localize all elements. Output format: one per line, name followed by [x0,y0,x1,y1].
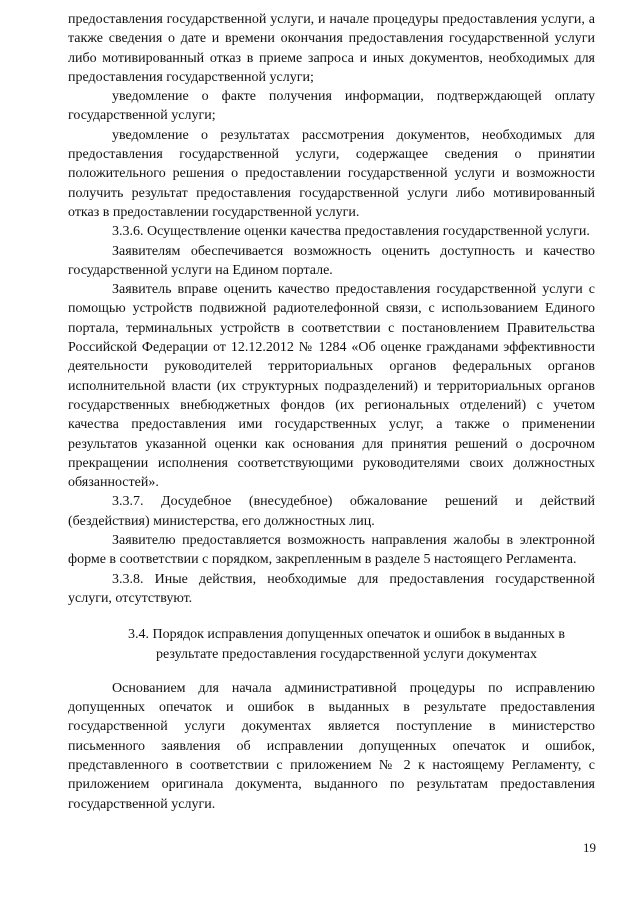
section-3-3-8-title: 3.3.8. Иные действия, необходимые для предоставления государственной услуги, отсутствуют. [68,571,595,606]
paragraph-correction-basis: Основанием для начала административной процедуры по исправлению допущенных опечаток и ошибок в выданных в результате предоставления государственной услуги документах является поступление в министерство письменного заявления об исправлении допущенных опечаток и ошибок, представленного в соответствии с приложением № 2 к настоящему Регламенту, с приложением оригинала документа, выданного по результатам предоставления государственной услуги. [68,680,595,812]
paragraph-payment-notice: уведомление о факте получения информации, подтверждающей оплату государственной услуги; [68,89,595,124]
section-3-3-6-title: 3.3.6. Осуществление оценки качества предоставления государственной услуги. [112,224,590,240]
paragraph-notification-start: предоставления государственной услуги, и начале процедуры предоставления услуги, а также сведения о дате и времени окончания предоставления государственной услуги либо мотивированный отказ в приеме запроса и иных документов, необходимых для предоставления государственной услуги; [68,12,595,85]
section-3-4-heading: 3.4. Порядок исправления допущенных опечаток и ошибок в выданных в результате предоставления государственной услуги документах [127,627,566,662]
paragraph-quality-evaluation: Заявителям обеспечивается возможность оценить доступность и качество государственной услуги на Едином портале. [68,243,595,278]
document-body [68,10,595,814]
paragraph-results-notice: уведомление о результатах рассмотрения документов, необходимых для предоставления государственной услуги, содержащее сведения о принятии положительного решения о предоставлении государственной услуги и возможности получить результат предоставления государственной услуги либо мотивированный отказ в предоставлении государственной услуги. [68,127,595,220]
paragraph-applicant-rights: Заявитель вправе оценить качество предоставления государственной услуги с помощью устройств подвижной радиотелефонной связи, с использованием Единого портала, терминальных устройств в соответствии с постановлением Правительства Российской Федерации от 12.12.2012 № 1284 «Об оценке гражданами эффективности деятельности руководителей территориальных органов федеральных органов исполнительной власти (их структурных подразделений) и территориальных органов государственных внебюджетных фондов (их региональных отделений) с учетом качества предоставления ими государственных услуг, а также о применении результатов указанной оценки как основания для принятия решений о досрочном прекращении исполнения соответствующими руководителями своих должностных обязанностей». [68,282,595,491]
paragraph-complaint: Заявителю предоставляется возможность направления жалобы в электронной форме в соответствии с порядком, закрепленным в разделе 5 настоящего Регламента. [68,533,595,568]
page-number: 19 [583,840,596,855]
section-3-3-7-title: 3.3.7. Досудебное (внесудебное) обжалование решений и действий (бездействия) министерства, его должностных лиц. [68,494,595,529]
